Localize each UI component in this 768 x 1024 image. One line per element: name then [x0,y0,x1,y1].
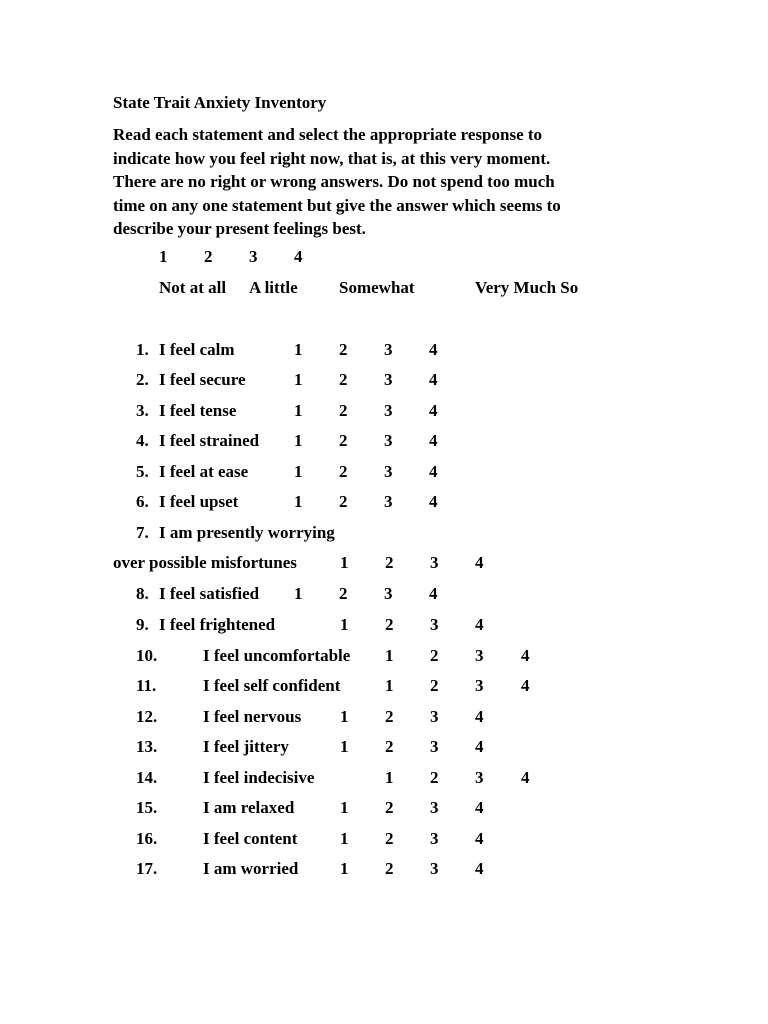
item-number: 5. [136,462,149,481]
response-option[interactable]: 2 [430,768,439,787]
response-option[interactable]: 1 [294,340,303,359]
item-text: I feel tense [159,401,237,420]
response-option[interactable]: 2 [385,553,394,572]
response-option[interactable]: 2 [339,401,348,420]
response-option[interactable]: 2 [339,340,348,359]
response-option[interactable]: 4 [475,829,484,848]
response-option[interactable]: 1 [340,737,349,756]
instructions-line: There are no right or wrong answers. Do not spend too much [113,172,555,191]
response-option[interactable]: 1 [340,798,349,817]
response-option[interactable]: 2 [385,798,394,817]
response-option[interactable]: 4 [475,615,484,634]
response-option[interactable]: 1 [385,676,394,695]
response-option[interactable]: 2 [385,829,394,848]
response-option[interactable]: 4 [475,859,484,878]
item-text: I feel content [203,829,298,848]
response-option[interactable]: 4 [475,737,484,756]
response-option[interactable]: 2 [385,707,394,726]
scale-label: A little [249,278,298,297]
response-option[interactable]: 2 [339,431,348,450]
item-number: 4. [136,431,149,450]
response-option[interactable]: 4 [429,462,438,481]
item-text: I feel frightened [159,615,276,634]
item-text: I feel uncomfortable [203,646,351,665]
response-option[interactable]: 3 [430,553,439,572]
item-text: I am relaxed [203,798,295,817]
response-option[interactable]: 1 [340,615,349,634]
response-option[interactable]: 1 [294,401,303,420]
item-text: I am worried [203,859,299,878]
response-option[interactable]: 1 [385,646,394,665]
instructions-line: Read each statement and select the appropriate response to [113,125,543,144]
response-option[interactable]: 4 [521,676,530,695]
instructions-line: time on any one statement but give the answer which seems to [113,195,561,215]
item-text: I feel indecisive [203,768,315,787]
item-text: I feel calm [159,340,235,359]
item-number: 9. [136,615,149,634]
response-option[interactable]: 3 [384,401,393,420]
item-number: 6. [136,492,149,511]
response-option[interactable]: 2 [385,859,394,878]
item-number: 3. [136,401,149,420]
response-option[interactable]: 1 [294,431,303,450]
response-option[interactable]: 4 [429,431,438,450]
item-text: I feel at ease [159,462,249,481]
item-text-continuation: over possible misfortunes [113,553,297,572]
response-option[interactable]: 3 [475,768,484,787]
item-text: I feel satisfied [159,584,260,603]
scale-number: 4 [294,247,303,266]
response-option[interactable]: 1 [294,584,303,603]
response-option[interactable]: 2 [339,462,348,481]
item-number: 17. [136,859,158,878]
response-option[interactable]: 4 [429,370,438,389]
response-option[interactable]: 4 [429,584,438,603]
response-option[interactable]: 2 [430,676,439,695]
scale-number: 1 [159,247,168,266]
item-text: I am presently worrying [159,523,335,542]
response-option[interactable]: 1 [294,370,303,389]
item-number: 13. [136,737,158,756]
response-option[interactable]: 3 [384,492,393,511]
page-title: State Trait Anxiety Inventory [113,93,327,112]
item-text: I feel nervous [203,707,302,726]
response-option[interactable]: 2 [339,492,348,511]
response-option[interactable]: 1 [340,859,349,878]
item-text: I feel jittery [203,737,289,756]
response-option[interactable]: 3 [384,340,393,359]
response-option[interactable]: 2 [385,737,394,756]
item-number: 12. [136,707,158,726]
response-option[interactable]: 1 [340,553,349,572]
item-number: 14. [136,768,158,787]
item-number: 15. [136,798,158,817]
response-option[interactable]: 4 [429,340,438,359]
item-number: 2. [136,370,149,389]
scale-label: Somewhat [339,278,415,297]
response-option[interactable]: 3 [384,462,393,481]
response-option[interactable]: 4 [429,492,438,511]
response-option[interactable]: 2 [430,646,439,665]
response-option[interactable]: 1 [340,829,349,848]
item-text: I feel self confident [203,676,341,695]
item-text: I feel strained [159,431,260,450]
response-option[interactable]: 3 [430,829,439,848]
item-text: I feel upset [159,492,239,511]
scale-number: 2 [204,247,213,266]
item-number: 10. [136,646,158,665]
response-option[interactable]: 1 [294,492,303,511]
item-number: 1. [136,340,149,359]
response-option[interactable]: 4 [475,707,484,726]
scale-label: Very Much So [475,278,579,297]
item-number: 7. [136,523,149,542]
response-option[interactable]: 3 [384,370,393,389]
scale-number: 3 [249,247,258,266]
response-option[interactable]: 3 [475,646,484,665]
item-number: 16. [136,829,158,848]
response-option[interactable]: 3 [475,676,484,695]
response-option[interactable]: 2 [339,584,348,603]
response-option[interactable]: 2 [385,615,394,634]
instructions [113,123,673,241]
response-option[interactable]: 4 [475,553,484,572]
response-option[interactable]: 4 [475,798,484,817]
response-option[interactable]: 4 [429,401,438,420]
response-option[interactable]: 3 [430,737,439,756]
response-option[interactable]: 3 [384,584,393,603]
response-option[interactable]: 3 [430,859,439,878]
response-option[interactable]: 3 [430,615,439,634]
response-option[interactable]: 3 [430,798,439,817]
response-option[interactable]: 1 [385,768,394,787]
response-option[interactable]: 2 [339,370,348,389]
item-number: 8. [136,584,149,603]
instructions-line: describe your present feelings best. [113,219,366,238]
item-number: 11. [136,676,157,695]
instructions-line: indicate how you feel right now, that is, at this very moment. [113,148,551,168]
response-option[interactable]: 1 [340,707,349,726]
response-option[interactable]: 4 [521,768,530,787]
item-text: I feel secure [159,370,246,389]
response-option[interactable]: 3 [384,431,393,450]
response-option[interactable]: 1 [294,462,303,481]
response-option[interactable]: 3 [430,707,439,726]
scale-label: Not at all [159,278,227,297]
response-option[interactable]: 4 [521,646,530,665]
